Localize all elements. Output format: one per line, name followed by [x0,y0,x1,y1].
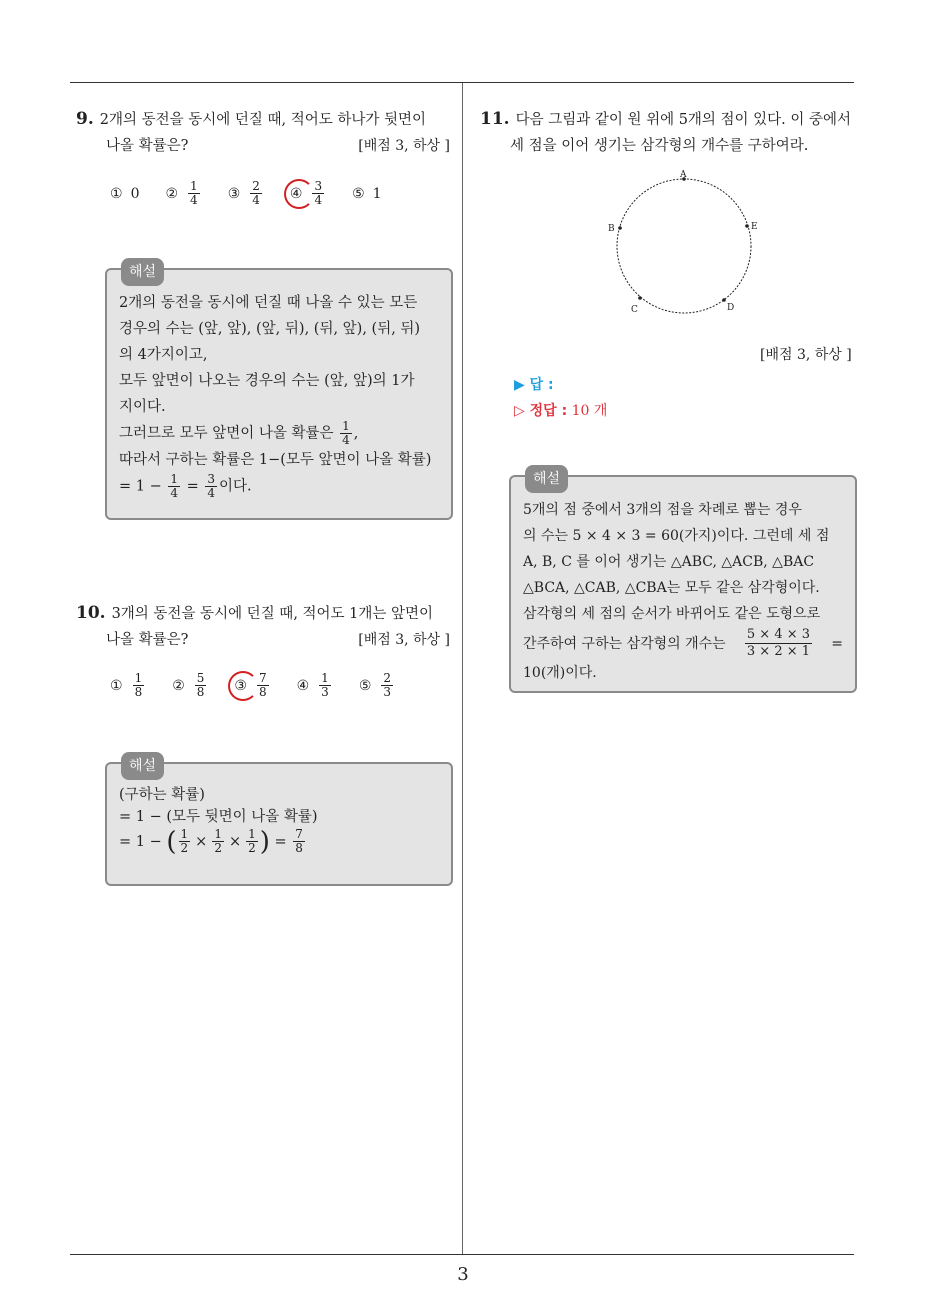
question-number: 11. [480,109,510,129]
circle [617,179,751,313]
choice-2[interactable]: ② $\frac{1}{4}$ [165,179,198,207]
label-d: D [727,303,735,313]
question-10 [76,600,450,653]
solution-line: 그러므로 모두 앞면이 나올 확률은 $\frac{1}{4}$ , [119,419,359,447]
answer-input-label[interactable]: ▶ 답 : [514,377,554,393]
choices-q10 [110,672,421,699]
question-text: 3개의 동전을 동시에 던질 때, 적어도 1개는 앞면이 [111,606,434,622]
fraction: $\frac{3}{4}$ [314,179,323,207]
solution-line: 간주하여 구하는 삼각형의 개수는 $\frac{5 \times 4 \times 3}{3 \times 2 \times 1}$ = [523,627,843,659]
question-text: 2개의 동전을 동시에 던질 때, 적어도 하나가 뒷면이 [99,112,426,128]
choice-4-selected[interactable]: ④ $\frac{3}{4}$ [290,180,326,207]
solution-box-q10: 해설 (구하는 확률) = 1 − (모두 뒷면이 나올 확률) = 1 − ( $\frac{1}{2}$ × $\frac{1}{2}$ × $\frac{1}{2}$ ) = $\frac{7}{8}$ [105,762,453,886]
solution-line: = 1 − ( $\frac{1}{2}$ × $\frac{1}{2}$ × $\frac{1}{2}$ ) = $\frac{7}{8}$ [119,826,303,857]
bottom-rule [70,1254,854,1255]
question-text: 다음 그림과 같이 원 위에 5개의 점이 있다. 이 중에서 [515,112,852,128]
column-divider [462,83,463,1255]
choice-1[interactable]: ① $\frac{1}{8}$ [110,671,143,699]
page-number: 3 [457,1264,469,1285]
label-b: B [608,224,615,234]
correct-answer: ▷ 정답 : 10 개 [514,403,608,419]
question-11 [480,106,860,159]
score-label: [배점 3, 하상 ] [358,632,450,648]
score-label: [배점 3, 하상 ] [760,347,852,363]
choice-5[interactable]: ⑤ $\frac{2}{3}$ [358,671,392,699]
label-c: C [631,305,638,315]
label-a: A [680,170,687,180]
point-e [745,224,749,228]
fraction: $\frac{1}{4}$ [190,179,198,207]
question-number: 9. [76,109,94,129]
fraction: $\frac{2}{4}$ [252,179,260,207]
question-text: 나올 확률은? [106,138,189,154]
answer-circle-mark [284,179,314,209]
label-e: E [751,222,758,232]
score-label: [배점 3, 하상 ] [358,138,450,154]
solution-box-q11: 해설 5개의 점 중에서 3개의 점을 차례로 뽑는 경우 의 수는 5 × 4 × 3 = 60(가지)이다. 그런데 세 점 A, B, C 를 이어 생기는 △ABC, △ACB, △BAC △BCA, △CAB, △CBA는 모두 같은 삼각형이다. 삼각형의 세 점의 순서가 바뀌어도 같은 도형으로 간주하여 구하는 삼각형의 개수는 $\frac{5 \times 4 \times 3}{3 \times 2 \times 1}$ = 10(개)이다. [509,475,857,693]
circle-diagram [600,166,770,326]
point-b [618,226,622,230]
choices-q9 [110,180,408,207]
solution-tag: 해설 [121,752,164,780]
solution-tag: 해설 [121,258,164,286]
choice-4[interactable]: ④ $\frac{1}{3}$ [296,671,329,699]
point-c [638,296,642,300]
answer-circle-mark [228,671,258,701]
question-text: 세 점을 이어 생기는 삼각형의 개수를 구하여라. [510,138,809,154]
question-text: 나올 확률은? [106,632,189,648]
question-number: 10. [76,603,106,623]
choice-3[interactable]: ③ $\frac{2}{4}$ [227,179,260,207]
point-d [722,298,726,302]
choice-2[interactable]: ② $\frac{5}{8}$ [172,671,205,699]
solution-tag: 해설 [525,465,568,493]
solution-line: = 1 − $\frac{1}{4}$ = $\frac{3}{4}$ 이다. [119,472,252,500]
choice-1[interactable]: ① 0 [110,185,140,202]
choice-5[interactable]: ⑤ 1 [352,185,382,202]
solution-box-q9: 해설 2개의 동전을 동시에 던질 때 나올 수 있는 모든 경우의 수는 (앞, 앞), (앞, 뒤), (뒤, 앞), (뒤, 뒤) 의 4가지이고, 모두 앞면이 나오는 경우의 수는 (앞, 앞)의 1가 지이다. 그러므로 모두 앞면이 나올 확률은 $\frac{1}{4}$ , 따라서 구하는 확률은 1−(모두 앞면이 나올 확률) = 1 − $\frac{1}{4}$ = $\frac{3}{4}$ 이다. [105,268,453,520]
choice-3-selected[interactable]: ③ $\frac{7}{8}$ [234,672,270,699]
question-9 [76,106,450,159]
